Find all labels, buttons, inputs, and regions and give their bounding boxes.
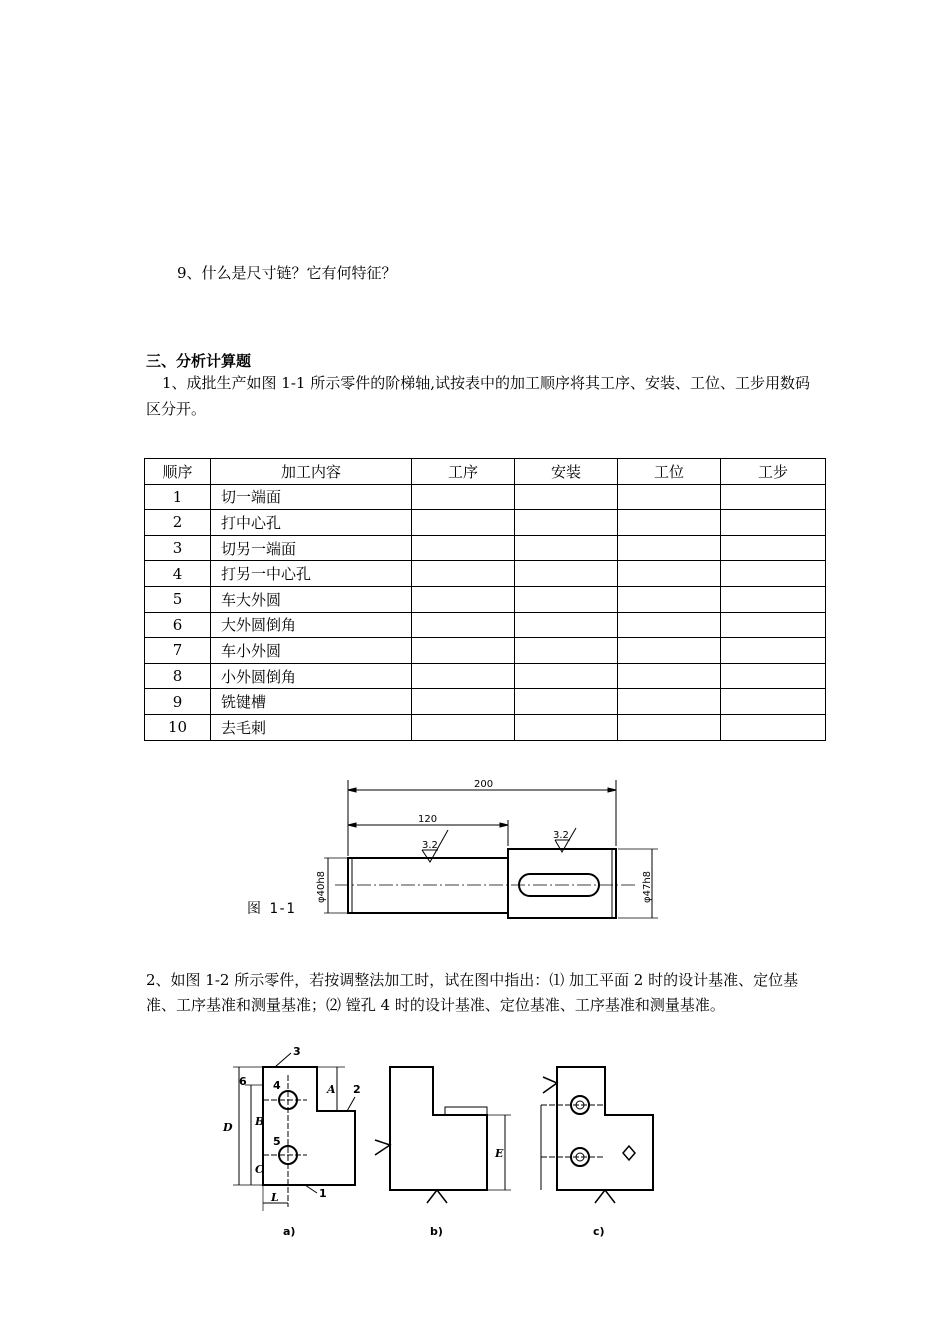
cell-step[interactable] — [721, 714, 826, 740]
process-table — [144, 458, 826, 741]
header-position: 工位 — [618, 459, 721, 485]
table-row — [145, 638, 826, 664]
figure-1-2-drawing — [215, 1045, 665, 1245]
cell-setup[interactable] — [515, 612, 618, 638]
cell-step[interactable] — [721, 535, 826, 561]
cell-setup[interactable] — [515, 638, 618, 664]
row-no: 10 — [145, 714, 211, 740]
cell-position[interactable] — [618, 714, 721, 740]
row-no: 6 — [145, 612, 211, 638]
row-no: 2 — [145, 510, 211, 536]
figure-1-1-label: 图 1-1 — [247, 901, 295, 917]
header-content: 加工内容 — [211, 459, 412, 485]
cell-step[interactable] — [721, 638, 826, 664]
cell-setup[interactable] — [515, 484, 618, 510]
table-row — [145, 484, 826, 510]
row-content: 切一端面 — [211, 484, 412, 510]
label-2: 2 — [353, 1083, 361, 1096]
cell-process[interactable] — [412, 510, 515, 536]
cell-process[interactable] — [412, 561, 515, 587]
cell-position[interactable] — [618, 586, 721, 612]
cell-position[interactable] — [618, 689, 721, 715]
cell-step[interactable] — [721, 561, 826, 587]
label-3: 3 — [293, 1045, 301, 1058]
cell-setup[interactable] — [515, 510, 618, 536]
cell-step[interactable] — [721, 484, 826, 510]
cell-position[interactable] — [618, 561, 721, 587]
row-no: 4 — [145, 561, 211, 587]
cell-position[interactable] — [618, 612, 721, 638]
row-content: 小外圆倒角 — [211, 663, 412, 689]
label-C: C — [255, 1163, 264, 1176]
table-header-row — [145, 459, 826, 485]
problem-2-text: 2、如图 1-2 所示零件，若按调整法加工时，试在图中指出：⑴ 加工平面 2 时的设计基准、定位基准、工序基准和测量基准；⑵ 镗孔 4 时的设计基准、定位基准、工序基准和测量基准。 — [146, 971, 799, 1014]
cell-setup[interactable] — [515, 535, 618, 561]
table-row — [145, 510, 826, 536]
roughness-right: 3.2 — [553, 830, 569, 841]
cell-setup[interactable] — [515, 663, 618, 689]
row-no: 3 — [145, 535, 211, 561]
row-content: 打中心孔 — [211, 510, 412, 536]
cell-setup[interactable] — [515, 586, 618, 612]
header-process: 工序 — [412, 459, 515, 485]
row-no: 7 — [145, 638, 211, 664]
row-no: 5 — [145, 586, 211, 612]
cell-process[interactable] — [412, 663, 515, 689]
row-content: 去毛刺 — [211, 714, 412, 740]
question-9: 9、什么是尺寸链？它有何特征？ — [177, 264, 397, 282]
sub-caption-c: c) — [593, 1225, 605, 1238]
table-row — [145, 714, 826, 740]
label-E: E — [495, 1147, 504, 1160]
row-content: 切另一端面 — [211, 535, 412, 561]
cell-setup[interactable] — [515, 714, 618, 740]
cell-setup[interactable] — [515, 689, 618, 715]
sub-caption-b: b) — [430, 1225, 443, 1238]
table-row — [145, 689, 826, 715]
row-no: 1 — [145, 484, 211, 510]
cell-step[interactable] — [721, 510, 826, 536]
label-L: L — [271, 1191, 279, 1204]
dim-step: 120 — [418, 814, 438, 825]
cell-process[interactable] — [412, 714, 515, 740]
cell-process[interactable] — [412, 586, 515, 612]
cell-position[interactable] — [618, 663, 721, 689]
problem-1-text: 1、成批生产如图 1-1 所示零件的阶梯轴,试按表中的加工顺序将其工序、安装、工位、工步用数码区分开。 — [146, 374, 811, 418]
figure-1-1-drawing — [300, 770, 670, 930]
row-content: 打另一中心孔 — [211, 561, 412, 587]
label-A: A — [327, 1083, 336, 1096]
row-content: 车大外圆 — [211, 586, 412, 612]
cell-step[interactable] — [721, 689, 826, 715]
header-setup: 安装 — [515, 459, 618, 485]
cell-setup[interactable] — [515, 561, 618, 587]
label-B: B — [255, 1115, 265, 1128]
row-content: 铣键槽 — [211, 689, 412, 715]
label-4: 4 — [273, 1079, 281, 1092]
cell-step[interactable] — [721, 586, 826, 612]
dia-right: φ47h8 — [642, 870, 653, 903]
row-no: 8 — [145, 663, 211, 689]
label-5: 5 — [273, 1135, 281, 1148]
header-step: 工步 — [721, 459, 826, 485]
row-content: 大外圆倒角 — [211, 612, 412, 638]
cell-process[interactable] — [412, 612, 515, 638]
row-content: 车小外圆 — [211, 638, 412, 664]
roughness-left: 3.2 — [422, 840, 438, 851]
cell-process[interactable] — [412, 484, 515, 510]
label-6: 6 — [239, 1075, 247, 1088]
dim-total: 200 — [474, 779, 494, 790]
header-order: 顺序 — [145, 459, 211, 485]
table-row — [145, 612, 826, 638]
section-title: 三、分析计算题 — [146, 352, 252, 370]
table-row — [145, 586, 826, 612]
cell-step[interactable] — [721, 663, 826, 689]
table-row — [145, 663, 826, 689]
label-D: D — [223, 1121, 233, 1134]
cell-process[interactable] — [412, 535, 515, 561]
sub-caption-a: a) — [283, 1225, 296, 1238]
cell-position[interactable] — [618, 638, 721, 664]
cell-process[interactable] — [412, 638, 515, 664]
cell-position[interactable] — [618, 535, 721, 561]
row-no: 9 — [145, 689, 211, 715]
cell-position[interactable] — [618, 510, 721, 536]
cell-position[interactable] — [618, 484, 721, 510]
table-row — [145, 535, 826, 561]
table-row — [145, 561, 826, 587]
cell-step[interactable] — [721, 612, 826, 638]
dia-left: φ40h8 — [316, 870, 327, 903]
cell-process[interactable] — [412, 689, 515, 715]
label-1: 1 — [319, 1187, 327, 1200]
